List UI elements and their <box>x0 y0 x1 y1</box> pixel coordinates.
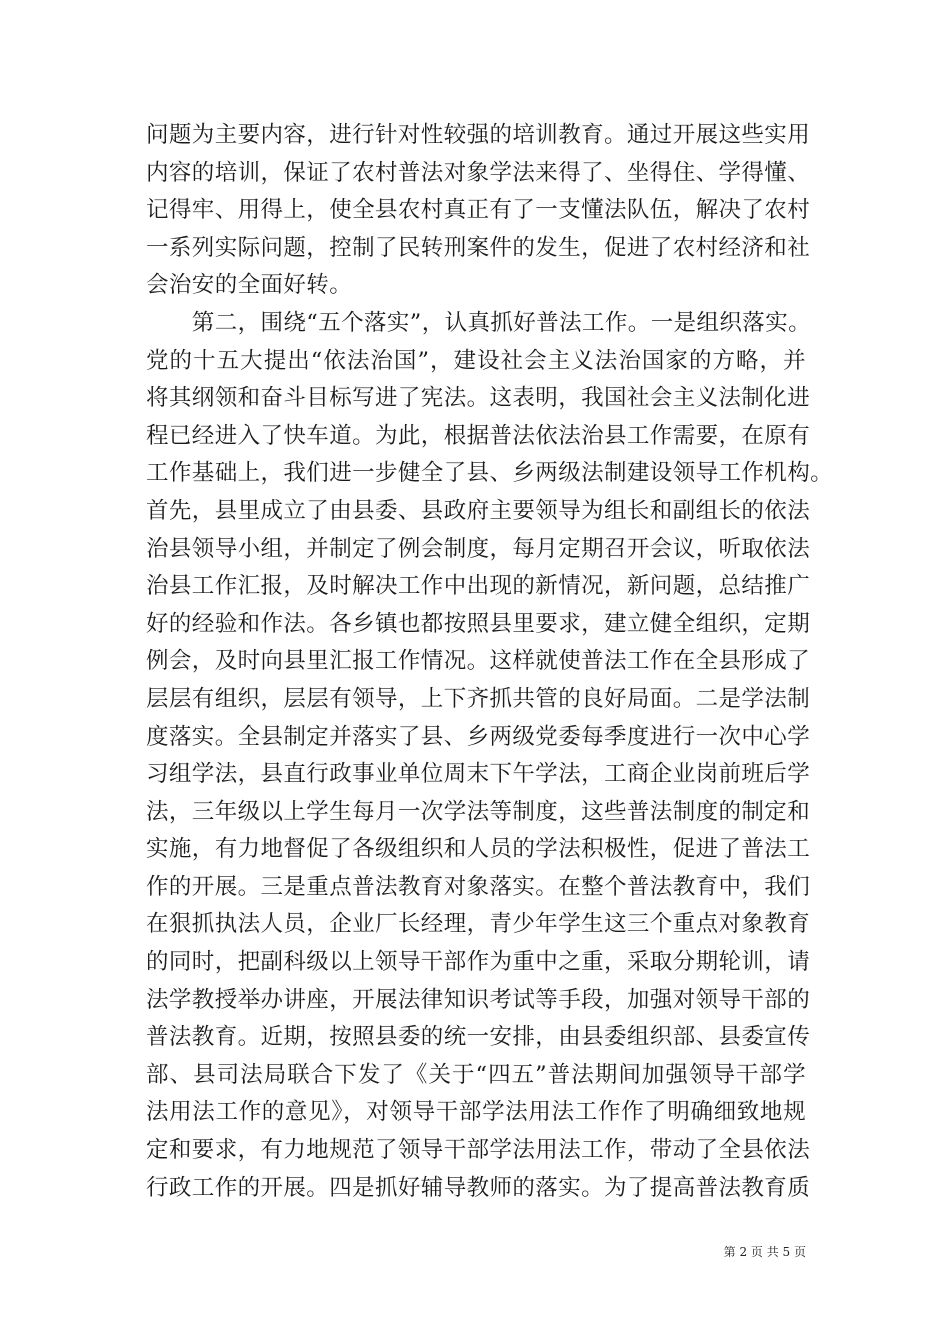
text-line: 程已经进入了快车道。为此，根据普法依法治县工作需要，在原有 <box>146 422 811 449</box>
text-line: 定和要求，有力地规范了领导干部学法用法工作，带动了全县依法 <box>146 1137 811 1164</box>
text-line: 记得牢、用得上，使全县农村真正有了一支懂法队伍，解决了农村 <box>146 197 811 224</box>
text-line: 层层有组织，层层有领导，上下齐抓共管的良好局面。二是学法制 <box>146 685 811 712</box>
text-line: 工作基础上，我们进一步健全了县、乡两级法制建设领导工作机构。 <box>146 460 834 487</box>
text-line: 行政工作的开展。四是抓好辅导教师的落实。为了提高普法教育质 <box>146 1174 811 1201</box>
text-line: 一系列实际问题，控制了民转刑案件的发生，促进了农村经济和社 <box>146 234 811 261</box>
text-line: 会治安的全面好转。 <box>146 272 353 299</box>
text-line: 法，三年级以上学生每月一次学法等制度，这些普法制度的制定和 <box>146 798 811 825</box>
text-line: 的同时，把副科级以上领导干部作为重中之重，采取分期轮训，请 <box>146 949 811 976</box>
text-line: 党的十五大提出“依法治国”，建设社会主义法治国家的方略，并 <box>146 347 806 374</box>
text-line: 例会，及时向县里汇报工作情况。这样就使普法工作在全县形成了 <box>146 648 811 675</box>
text-line: 首先，县里成立了由县委、县政府主要领导为组长和副组长的依法 <box>146 497 811 524</box>
text-line: 作的开展。三是重点普法教育对象落实。在整个普法教育中，我们 <box>146 873 811 900</box>
text-line: 将其纲领和奋斗目标写进了宪法。这表明，我国社会主义法制化进 <box>146 385 811 412</box>
page-number-footer: 第 2 页 共 5 页 <box>723 1245 806 1259</box>
text-line: 普法教育。近期，按照县委的统一安排，由县委组织部、县委宣传 <box>146 1024 811 1051</box>
text-line: 实施，有力地督促了各级组织和人员的学法积极性，促进了普法工 <box>146 836 811 863</box>
text-line: 问题为主要内容，进行针对性较强的培训教育。通过开展这些实用 <box>146 122 811 148</box>
text-line: 第二，围绕“五个落实”，认真抓好普法工作。一是组织落实。 <box>146 309 812 336</box>
text-line: 法学教授举办讲座，开展法律知识考试等手段，加强对领导干部的 <box>146 986 811 1013</box>
text-line: 部、县司法局联合下发了《关于“四五”普法期间加强领导干部学 <box>146 1061 806 1088</box>
text-line: 度落实。全县制定并落实了县、乡两级党委每季度进行一次中心学 <box>146 723 811 750</box>
body-text <box>146 117 834 1207</box>
text-line: 在狠抓执法人员，企业厂长经理，青少年学生这三个重点对象教育 <box>146 911 811 938</box>
text-line: 治县工作汇报，及时解决工作中出现的新情况，新问题，总结推广 <box>146 573 811 600</box>
text-line: 法用法工作的意见》，对领导干部学法用法工作作了明确细致地规 <box>146 1099 806 1126</box>
text-line: 内容的培训，保证了农村普法对象学法来得了、坐得住、学得懂、 <box>146 159 811 186</box>
text-line: 习组学法，县直行政事业单位周末下午学法，工商企业岗前班后学 <box>146 761 811 788</box>
text-line: 好的经验和作法。各乡镇也都按照县里要求，建立健全组织，定期 <box>146 610 811 637</box>
text-line: 治县领导小组，并制定了例会制度，每月定期召开会议，听取依法 <box>146 535 811 562</box>
